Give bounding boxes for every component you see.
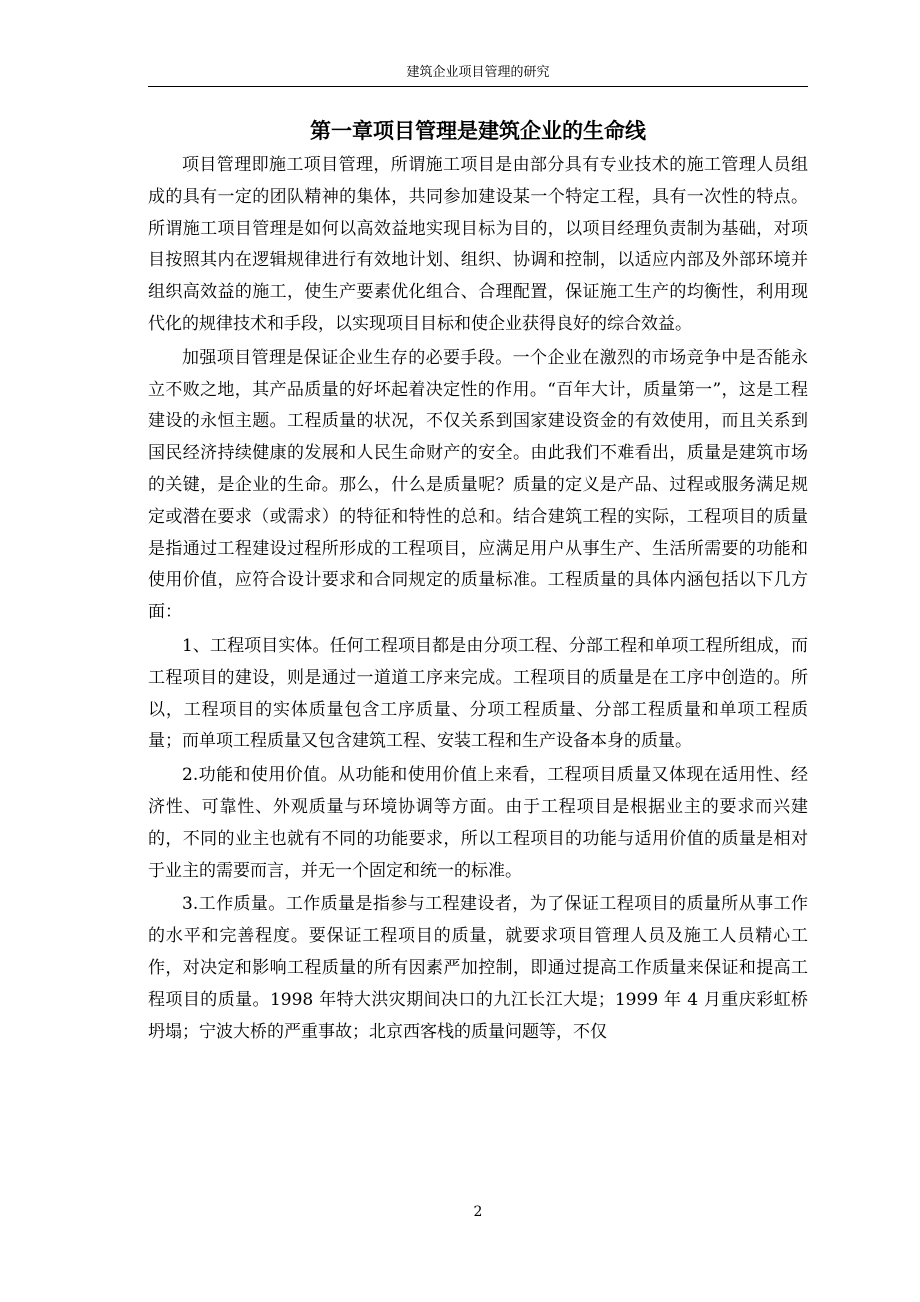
paragraph-project-management-definition: 项目管理即施工项目管理，所谓施工项目是由部分具有专业技术的施工管理人员组成的具有一定的团队精神的集体，共同参加建设某一个特定工程，具有一次性的特点。所谓施工项目管理是如何以高效益地实现目标为目的，以项目经理负责制为基础，对项目按照其内在逻辑规律进行有效地计划、组织、协调和控制，以适应内部及外部环境并组织高效益的施工，使生产要素优化组合、合理配置，保证施工生产的均衡性，利用现代化的规律技术和手段，以实现项目目标和使企业获得良好的综合效益。	[148, 155, 808, 334]
document-body	[148, 114, 808, 1048]
paragraph-project-entity: 1、工程项目实体。任何工程项目都是由分项工程、分部工程和单项工程所组成，而工程项目的建设，则是通过一道道工序来完成。工程项目的质量是在工序中创造的。所以，工程项目的实体质量包含工序质量、分项工程质量、分部工程质量和单项工程质量；而单项工程质量又包含建筑工程、安装工程和生产设备本身的质量。	[148, 635, 808, 752]
chapter-title: 第一章项目管理是建筑企业的生命线	[310, 119, 646, 143]
header-divider	[148, 86, 808, 87]
paragraph-work-quality: 3.工作质量。工作质量是指参与工程建设者，为了保证工程项目的质量所从事工作的水平和完善程度。要保证工程项目的质量，就要求项目管理人员及施工人员精心工作，对决定和影响工程质量的所有因素严加控制，即通过提高工作质量来保证和提高工程项目的质量。1998 年特大洪灾期间决口的九江长江大堤；1999 年 4 月重庆彩虹桥坍塌；宁波大桥的严重事故；北京西客栈的质量问题等，不仅	[148, 894, 808, 1042]
page-number: 2	[473, 1204, 483, 1220]
page-header-title: 建筑企业项目管理的研究	[406, 65, 550, 80]
paragraph-quality-importance: 加强项目管理是保证企业生存的必要手段。一个企业在激烈的市场竞争中是否能永立不败之地，其产品质量的好坏起着决定性的作用。“百年大计，质量第一”，这是工程建设的永恒主题。工程质量的状况，不仅关系到国家建设资金的有效使用，而且关系到国民经济持续健康的发展和人民生命财产的安全。由此我们不难看出，质量是建筑市场的关键，是企业的生命。那么，什么是质量呢？质量的定义是产品、过程或服务满足规定或潜在要求（或需求）的特征和特性的总和。结合建筑工程的实际，工程项目的质量是指通过工程建设过程所形成的工程项目，应满足用户从事生产、生活所需要的功能和使用价值，应符合设计要求和合同规定的质量标准。工程质量的具体内涵包括以下几方面：	[148, 347, 808, 623]
paragraph-function-and-value: 2.功能和使用价值。从功能和使用价值上来看，工程项目质量又体现在适用性、经济性、可靠性、外观质量与环境协调等方面。由于工程项目是根据业主的要求而兴建的，不同的业主也就有不同的功能要求，所以工程项目的功能与适用价值的质量是相对于业主的需要而言，并无一个固定和统一的标准。	[148, 765, 808, 881]
